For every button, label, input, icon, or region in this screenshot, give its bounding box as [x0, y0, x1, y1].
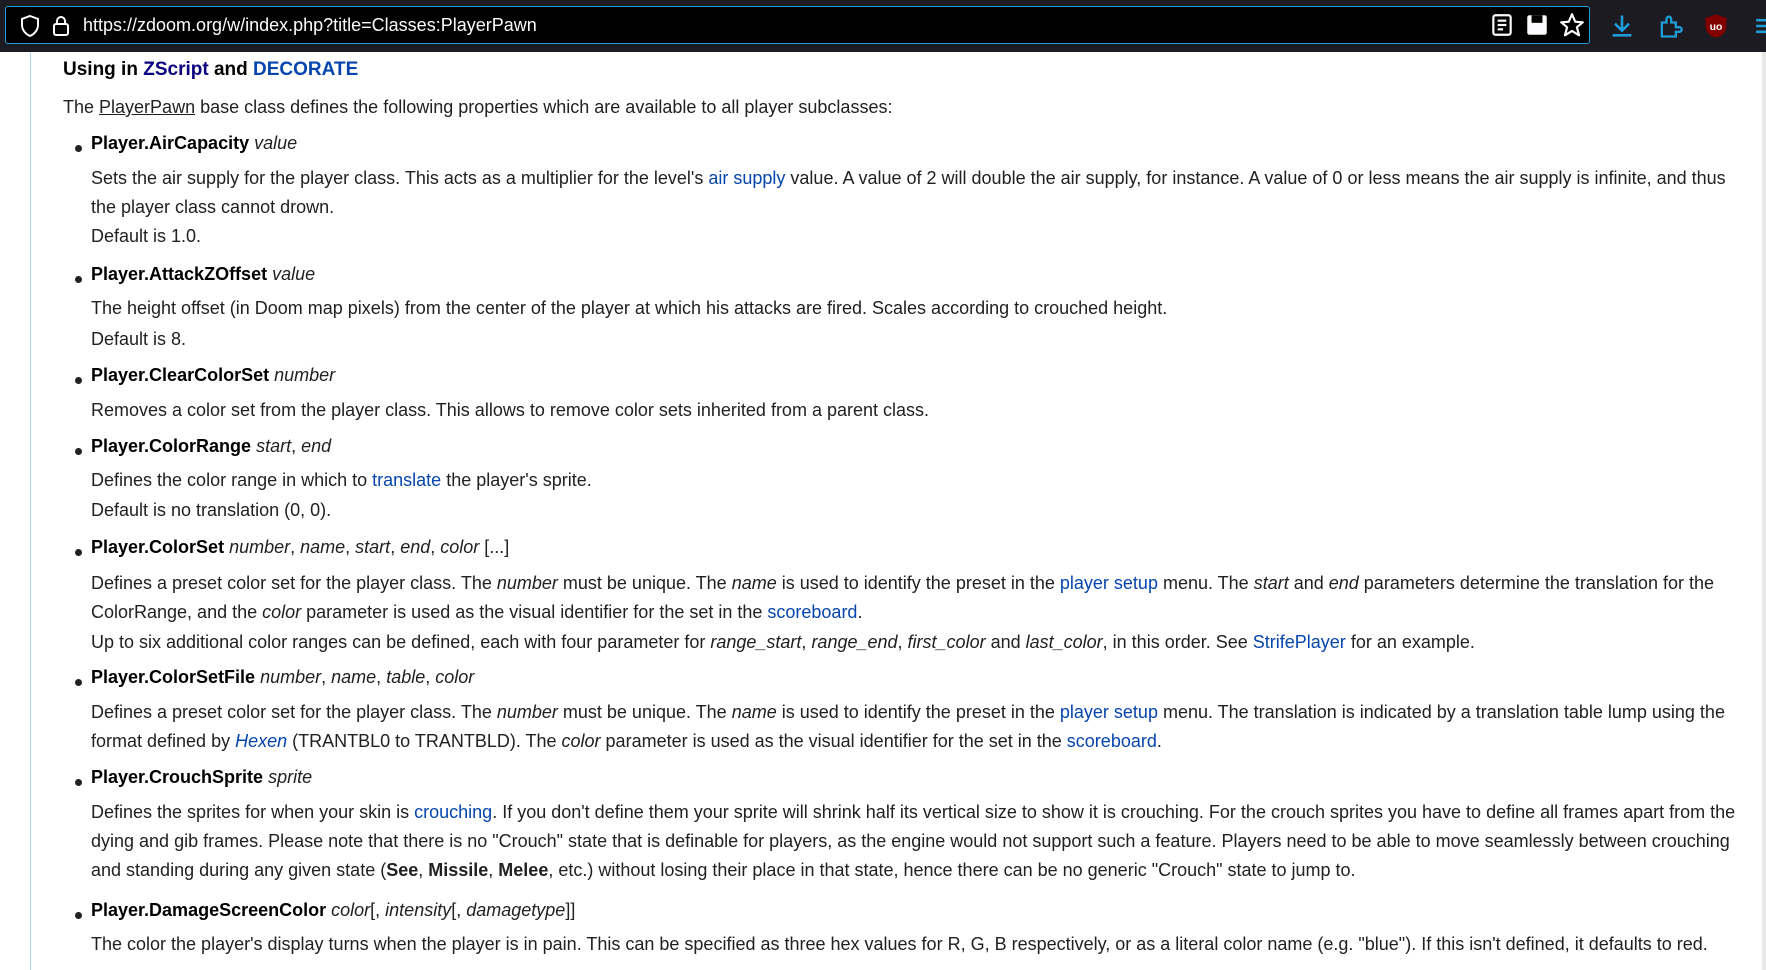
property-color-set-file: Player.ColorSetFile number, name, table, color [91, 667, 475, 687]
crouch-sprite-description: Defines the sprites for when your skin is crouching. If you don't define them your sprite will shrink half its vertical size to show it is crouching. For the crouch sprites you have to define all frames apart from the dying and gib frames. Please note that there is no "Crouch" state that is definable for players, as the engine would not support such a feature. Players need to be able to move seamlessly between crouching and standing during any given state (See, Missile, Melee, etc.) without losing their place in that state, hence there can be no generic "Crouch" state to jump to. [91, 802, 1736, 880]
property-color-range: Player.ColorRange start, end [91, 436, 332, 456]
page-content [0, 52, 1766, 970]
download-icon[interactable] [1608, 12, 1636, 40]
bullet [75, 145, 82, 152]
color-set-description: Defines a preset color set for the player class. The number must be unique. The name is used to identify the preset in the player setup menu. The start and end parameters determine the translation for the ColorRange, and the color parameter is used as the visual identifier for the set in the scoreboard. [91, 573, 1714, 622]
color-range-description: Defines the color range in which to translate the player's sprite. [91, 470, 592, 490]
player-setup-link[interactable]: player setup [1059, 573, 1158, 593]
scrollbar[interactable] [1762, 52, 1766, 970]
air-capacity-default: Default is 1.0. [91, 226, 202, 246]
strifeplayer-link[interactable]: StrifePlayer [1252, 632, 1346, 652]
attack-z-offset-default: Default is 8. [91, 329, 187, 349]
bullet [75, 377, 82, 384]
color-set-file-description: Defines a preset color set for the player class. The number must be unique. The name is used to identify the preset in the player setup menu. The translation is indicated by a translation table lump using the format defined by Hexen (TRANTBL0 to TRANTBLD). The color parameter is used as the visual identifier for the set in the scoreboard. [91, 702, 1725, 751]
property-air-capacity: Player.AirCapacity value [91, 133, 298, 153]
bullet [75, 779, 82, 786]
extensions-icon[interactable] [1656, 12, 1684, 40]
scoreboard-link[interactable]: scoreboard [1066, 731, 1157, 751]
content-border [30, 52, 31, 970]
lock-icon[interactable] [49, 14, 73, 38]
zscript-link[interactable]: ZScript [143, 59, 209, 80]
shield-icon[interactable] [18, 14, 42, 38]
ublock-origin-icon[interactable] [1702, 12, 1730, 40]
property-crouch-sprite: Player.CrouchSprite sprite [91, 767, 313, 787]
decorate-link[interactable]: DECORATE [253, 59, 359, 80]
bookmark-star-icon[interactable] [1559, 12, 1585, 38]
bullet [75, 276, 82, 283]
address-bar[interactable] [5, 6, 1590, 44]
intro-text: The PlayerPawn base class defines the following properties which are available to all player subclasses: [63, 97, 893, 117]
bullet [75, 679, 82, 686]
property-clear-color-set: Player.ClearColorSet number [91, 365, 336, 385]
browser-toolbar [0, 0, 1766, 52]
clear-color-set-description: Removes a color set from the player class. This allows to remove color sets inherited from a parent class. [91, 400, 930, 420]
color-range-default: Default is no translation (0, 0). [91, 500, 332, 520]
color-set-ranges-note: Up to six additional color ranges can be defined, each with four parameter for range_start, range_end, first_color and last_color, in this order. See StrifePlayer for an example. [91, 632, 1475, 652]
reader-view-icon[interactable] [1489, 12, 1515, 38]
player-setup-link[interactable]: player setup [1059, 702, 1158, 722]
crouching-link[interactable]: crouching [414, 802, 493, 822]
menu-icon[interactable] [1748, 12, 1766, 40]
air-capacity-description: Sets the air supply for the player class. This acts as a multiplier for the level's air supply value. A value of 2 will double the air supply, for instance. A value of 0 or less means the air supply is infinite, and thus the player class cannot drown. [91, 168, 1726, 217]
hexen-link[interactable]: Hexen [235, 731, 288, 751]
damage-screen-color-description: The color the player's display turns when the player is in pain. This can be specified as three hex values for R, G, B respectively, or as a literal color name (e.g. "blue"). If this isn't defined, it defaults to red. [91, 934, 1708, 954]
bullet [75, 912, 82, 919]
translate-link[interactable]: translate [372, 470, 442, 490]
playerpawn-link[interactable]: PlayerPawn [99, 97, 196, 117]
bullet [75, 448, 82, 455]
property-color-set: Player.ColorSet number, name, start, end, color [...] [91, 537, 510, 557]
air-supply-link[interactable]: air supply [708, 168, 786, 188]
scoreboard-link[interactable]: scoreboard [767, 602, 858, 622]
section-heading: Using in ZScript and DECORATE [63, 59, 359, 80]
attack-z-offset-description: The height offset (in Doom map pixels) from the center of the player at which his attacks are fired. Scales according to crouched height. [91, 298, 1168, 318]
property-attack-z-offset: Player.AttackZOffset value [91, 264, 316, 284]
ublock-label: uo [1709, 21, 1723, 34]
url-text[interactable]: https://zdoom.org/w/index.php?title=Classes:PlayerPawn [83, 15, 537, 35]
bullet [75, 549, 82, 556]
property-damage-screen-color: Player.DamageScreenColor color[, intensity[, damagetype]] [91, 900, 576, 920]
screenshot-icon[interactable] [1524, 12, 1550, 38]
